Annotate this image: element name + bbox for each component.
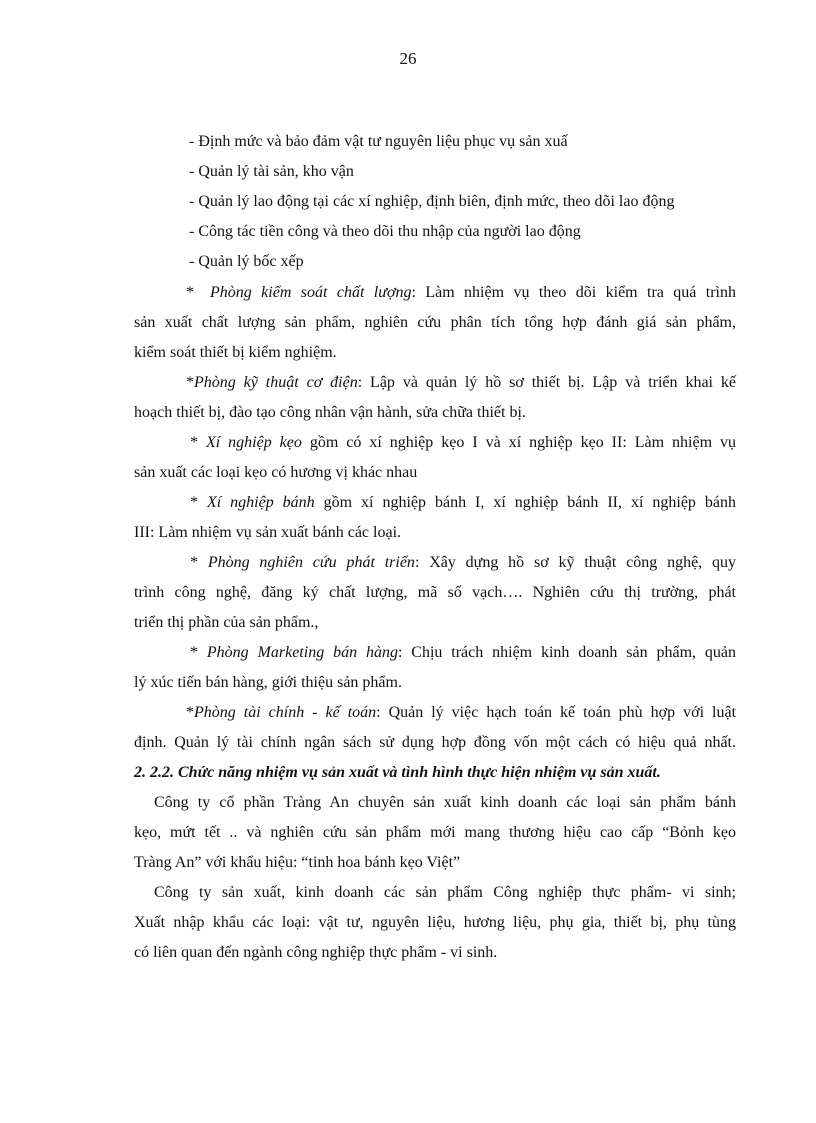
qc-paragraph-line-1 <box>186 283 736 303</box>
cake-title: Xí nghiệp bánh <box>206 494 315 511</box>
qc-title: Phòng kiểm soát chất lượng <box>210 284 412 301</box>
page-number: 26 <box>399 49 417 68</box>
cake-paragraph-line-1 <box>190 493 736 513</box>
bullet-item-assets: - Quản lý tài sản, kho vận <box>189 163 354 180</box>
candy-paragraph-line-1 <box>190 433 736 453</box>
qc-star: * <box>186 284 194 301</box>
rnd-paragraph-line-1 <box>190 553 736 573</box>
finance-paragraph-line-2: định. Quản lý tài chính ngân sách sử dụng hợp đồng vốn một cách có hiệu quả nhất. <box>134 734 736 751</box>
rnd-paragraph-line-2: trình công nghệ, đăng ký chất lượng, mã số vạch…. Nghiên cứu thị trường, phát <box>134 584 736 601</box>
tech-paragraph-line-2: hoạch thiết bị, đào tạo công nhân vận hành, sửa chữa thiết bị. <box>134 404 526 421</box>
cake-line1-rest: gồm xí nghiệp bánh I, xí nghiệp bánh II, xí nghiệp bánh <box>314 494 736 511</box>
cake-paragraph-line-2: III: Làm nhiệm vụ sản xuất bánh các loại. <box>134 524 402 541</box>
marketing-paragraph-line-2: lý xúc tiến bán hàng, giới thiệu sản phẩm. <box>134 674 402 691</box>
finance-title: Phòng tài chính - kế toán <box>194 704 377 721</box>
finance-line1-rest: : Quản lý việc hạch toán kế toán phù hợp với luật <box>376 704 737 721</box>
bullet-item-loading: - Quản lý bốc xếp <box>189 253 304 270</box>
finance-star: * <box>186 704 194 721</box>
para2-line-1: Công ty sản xuất, kinh doanh các sản phẩm Công nghiệp thực phẩm- vi sinh; <box>154 884 736 901</box>
candy-paragraph-line-2: sản xuất các loại kẹo có hương vị khác nhau <box>134 464 418 481</box>
para2-line-2: Xuất nhập khẩu các loại: vật tư, nguyên liệu, hương liệu, phụ gia, thiết bị, phụ tùng <box>134 914 736 931</box>
candy-line1-rest: gồm có xí nghiệp kẹo I và xí nghiệp kẹo II: Làm nhiệm vụ <box>301 434 737 451</box>
section-heading: 2. 2.2. Chức năng nhiệm vụ sản xuất và tình hình thực hiện nhiệm vụ sản xuất. <box>134 764 661 781</box>
marketing-title: Phòng Marketing bán hàng <box>206 644 398 661</box>
bullet-item-labor: - Quản lý lao động tại các xí nghiệp, định biên, định mức, theo dõi lao động <box>189 193 675 210</box>
para1-line-3: Tràng An” với khẩu hiệu: “tinh hoa bánh kẹo Việt” <box>134 854 461 871</box>
candy-star: * <box>190 434 206 451</box>
marketing-paragraph-line-1 <box>190 643 736 663</box>
para1-line-2: kẹo, mứt tết .. và nghiên cứu sản phẩm mới mang thương hiệu cao cấp “Bỏnh kẹo <box>134 824 736 841</box>
finance-paragraph-line-1 <box>186 703 736 723</box>
tech-title: Phòng kỹ thuật cơ điện <box>194 374 358 391</box>
rnd-line1-rest: : Xây dựng hồ sơ kỹ thuật công nghệ, quy <box>414 554 737 571</box>
qc-paragraph-line-2: sản xuất chất lượng sản phẩm, nghiên cứu phân tích tổng hợp đánh giá sản phẩm, <box>134 314 736 331</box>
tech-line1-rest: : Lập và quản lý hồ sơ thiết bị. Lập và triển khai kế <box>357 374 737 391</box>
para1-line-1: Công ty cổ phần Tràng An chuyên sản xuất kinh doanh các loại sản phẩm bánh <box>154 794 736 811</box>
rnd-title: Phòng nghiên cứu phát triển <box>207 554 415 571</box>
rnd-paragraph-line-3: triển thị phần của sản phẩm., <box>134 614 319 631</box>
bullet-item-materials: - Định mức và bảo đảm vật tư nguyên liệu phục vụ sản xuấ <box>189 133 568 150</box>
para2-line-3: có liên quan đến ngành công nghiệp thực phẩm - vi sinh. <box>134 944 498 961</box>
tech-paragraph-line-1 <box>186 373 736 393</box>
qc-line1-rest: : Làm nhiệm vụ theo dõi kiểm tra quá trình <box>411 284 737 301</box>
marketing-star: * <box>190 644 207 661</box>
rnd-star: * <box>190 554 208 571</box>
qc-paragraph-line-3: kiểm soát thiết bị kiểm nghiệm. <box>134 344 337 361</box>
candy-title: Xí nghiệp kẹo <box>205 434 302 451</box>
bullet-item-wages: - Công tác tiền công và theo dõi thu nhập của người lao động <box>189 223 581 240</box>
marketing-line1-rest: : Chịu trách nhiệm kinh doanh sản phẩm, quản <box>397 644 737 661</box>
cake-star: * <box>190 494 207 511</box>
tech-star: * <box>186 374 194 391</box>
